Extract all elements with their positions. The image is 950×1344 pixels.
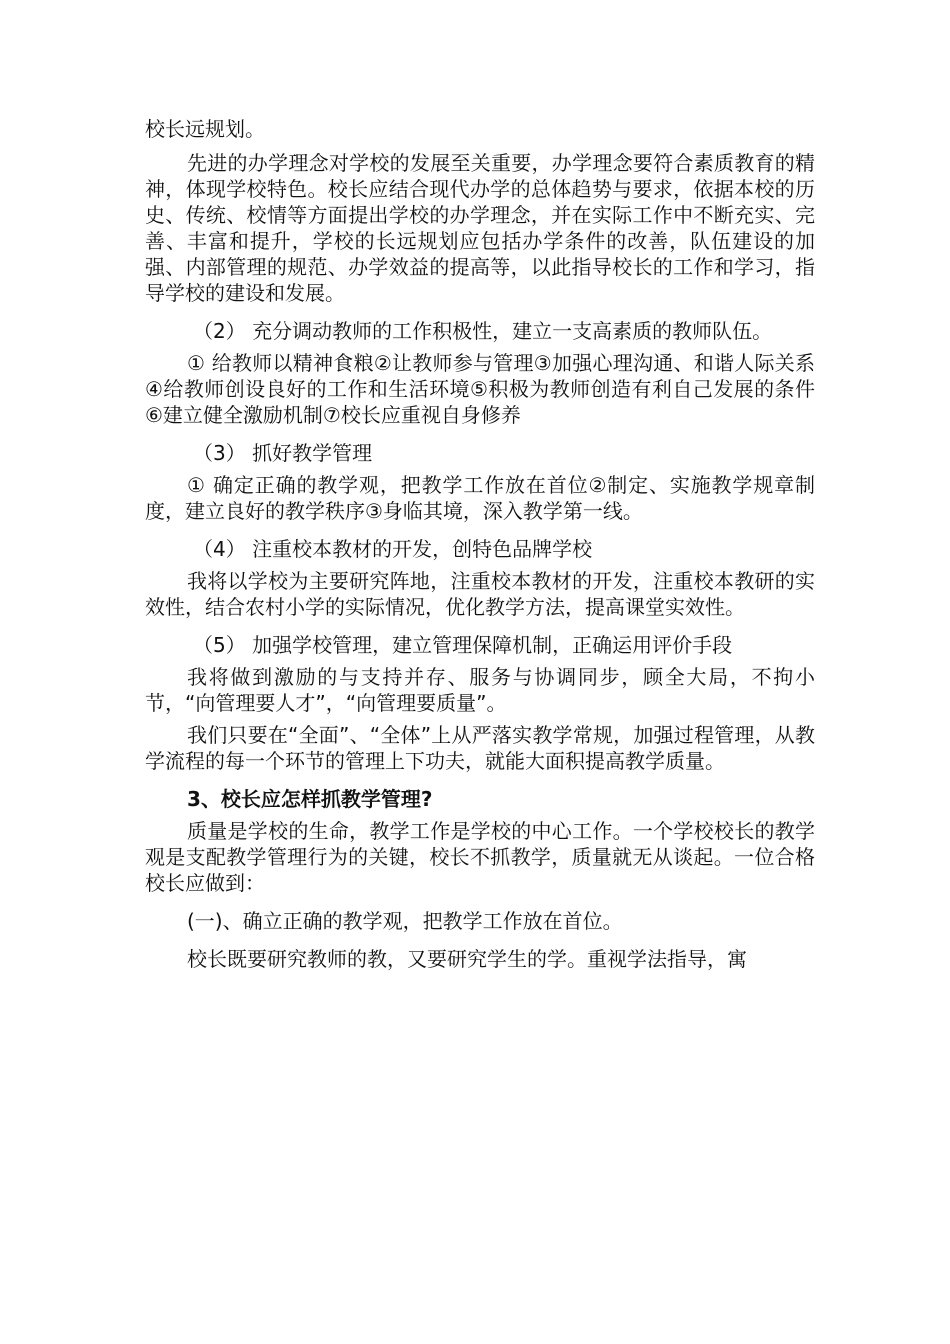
paragraph-teacher-measures: ① 给教师以精神食粮②让教师参与管理③加强心理沟通、和谐人际关系④给教师创设良好的工作和生活环境⑤积极为教师创造有利自己发展的条件⑥建立健全激励机制⑦校长应重视自身修养 xyxy=(145,351,815,427)
paragraph-school-materials: 我将以学校为主要研究阵地，注重校本教材的开发，注重校本教研的实效性，结合农村小学的实际情况，优化教学方法，提高课堂实效性。 xyxy=(145,569,815,619)
paragraph-research-teaching: 校长既要研究教师的教，又要研究学生的学。重视学法指导，寓 xyxy=(187,947,747,971)
paragraph-teaching-quality: 我们只要在“全面”、“全体”上从严落实教学常规，加强过程管理，从教学流程的每一个环节的管理上下功夫，就能大面积提高教学质量。 xyxy=(145,723,815,773)
subheading-teaching-management: （3） 抓好教学管理 xyxy=(193,441,373,465)
paragraph-school-philosophy: 先进的办学理念对学校的发展至关重要，办学理念要符合素质教育的精神，体现学校特色。校长应结合现代办学的总体趋势与要求，依据本校的历史、传统、校情等方面提出学校的办学理念，并在实际工作中不断充实、完善、丰富和提升，学校的长远规划应包括办学条件的改善，队伍建设的加强、内部管理的规范、办学效益的提高等，以此指导校长的工作和学习，指导学校的建设和发展。 xyxy=(145,151,815,305)
section-heading-3: 3、校长应怎样抓教学管理? xyxy=(187,787,433,811)
paragraph-continuation: 校长远规划。 xyxy=(145,117,265,141)
document-body xyxy=(145,116,815,972)
subheading-teaching-view: (一)、确立正确的教学观，把教学工作放在首位。 xyxy=(187,909,623,933)
paragraph-quality-life: 质量是学校的生命，教学工作是学校的中心工作。一个学校校长的教学观是支配教学管理行为的关键，校长不抓教学，质量就无从谈起。一位合格校长应做到： xyxy=(145,819,815,895)
subheading-school-management: （5） 加强学校管理，建立管理保障机制，正确运用评价手段 xyxy=(193,633,733,657)
paragraph-teaching-measures: ① 确定正确的教学观，把教学工作放在首位②制定、实施教学规章制度，建立良好的教学秩序③身临其境，深入教学第一线。 xyxy=(145,473,815,523)
subheading-school-materials: （4） 注重校本教材的开发，创特色品牌学校 xyxy=(193,537,593,561)
paragraph-management-approach: 我将做到激励的与支持并存、服务与协调同步，顾全大局，不拘小节，“向管理要人才”，“向管理要质量”。 xyxy=(145,665,815,715)
subheading-teacher-team: （2） 充分调动教师的工作积极性，建立一支高素质的教师队伍。 xyxy=(193,319,773,343)
